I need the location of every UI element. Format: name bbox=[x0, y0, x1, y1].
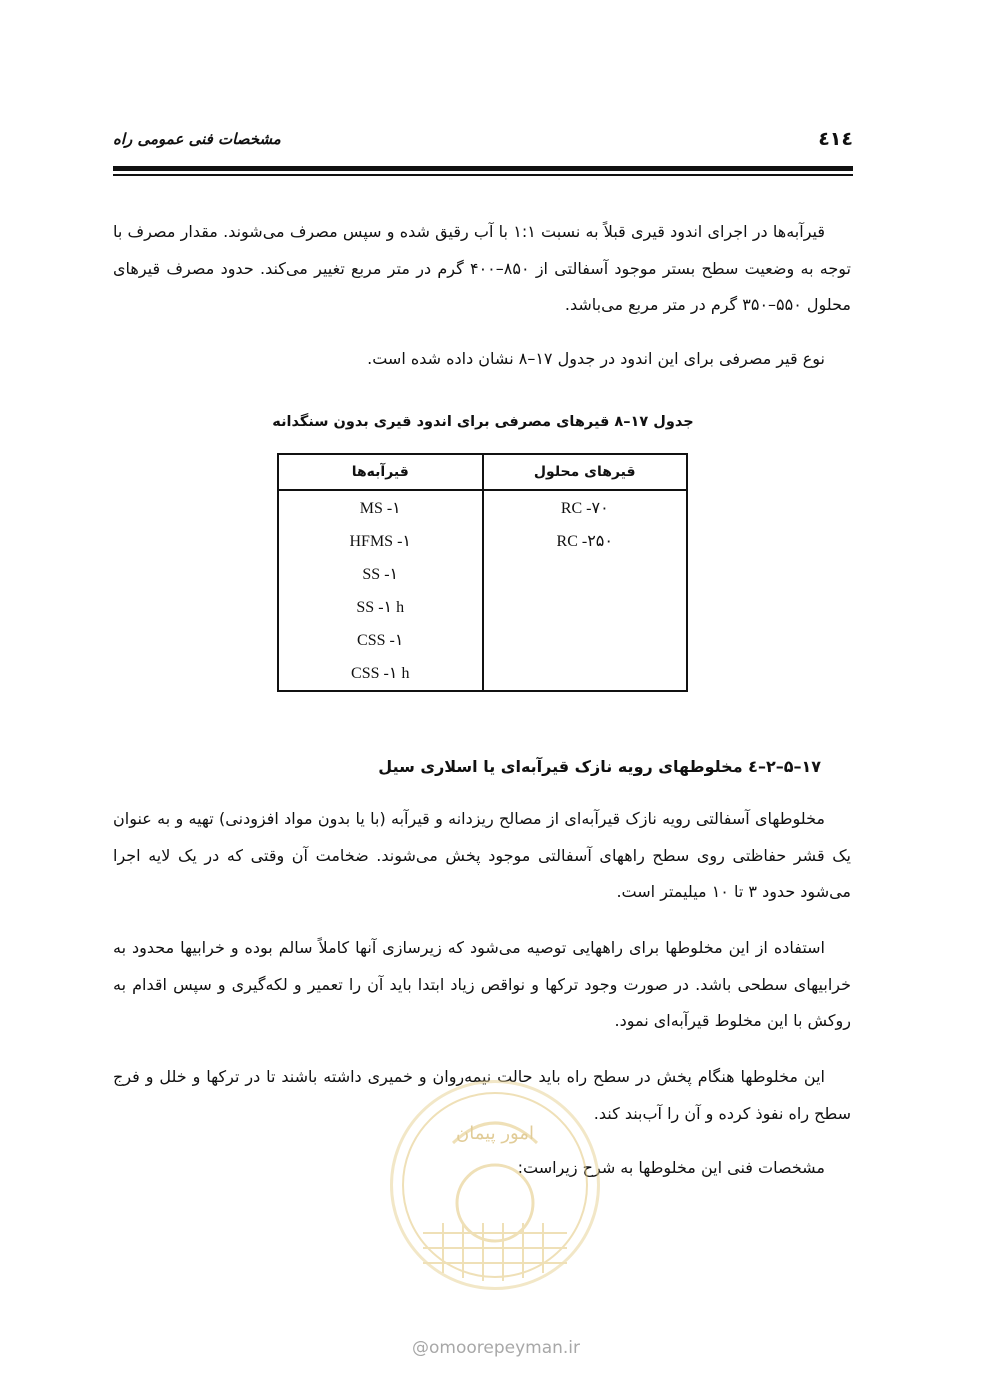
watermark-text: امور پیمان bbox=[456, 1123, 534, 1144]
table-cell: MS -۱ bbox=[359, 499, 401, 517]
table-cell bbox=[483, 657, 688, 691]
paragraph-table-reference: نوع قیر مصرفی برای این اندود در جدول ۱۷–۸ نشان داده شده است. bbox=[367, 349, 825, 368]
table-cell: SS -۱ h bbox=[356, 599, 405, 617]
table-cell: CSS -۱ h bbox=[351, 665, 410, 683]
table-cell bbox=[483, 557, 688, 590]
header-title: مشخصات فنی عمومی راه bbox=[113, 130, 281, 148]
paragraph-usage: استفاده از این مخلوطها برای راههایی توصیه می‌شود که زیرسازی آنها کاملاً سالم بوده و خرابیها محدود به خرابیهای سطحی باشد. در صورت وجود ترکها و نواقص زیاد ابتدا باید آن را تعمیر و لکه‌گیری و سپس اقدام به روکش با این مخلوط قیرآبه‌ای نمود. bbox=[113, 938, 851, 1030]
table-cell: CSS -۱ bbox=[357, 632, 404, 650]
table-row bbox=[278, 657, 687, 691]
table-row bbox=[278, 524, 687, 557]
table-cell: HFMS -۱ bbox=[349, 532, 411, 550]
table-caption: جدول ۱۷–۸ قیرهای مصرفی برای اندود قیری بدون سنگدانه bbox=[272, 414, 694, 430]
table-row bbox=[278, 490, 687, 524]
bitumen-table bbox=[277, 453, 688, 692]
table-cell: SS -۱ bbox=[362, 565, 399, 583]
header-rule-thick bbox=[113, 166, 853, 171]
column-header-cutback: قیرهای محلول bbox=[483, 454, 688, 490]
section-heading: ۱۷–۵–۲–٤ مخلوطهای رویه نازک قیرآبه‌ای یا اسلاری سیل bbox=[378, 757, 821, 776]
paragraph-specs-intro: مشخصات فنی این مخلوطها به شرح زیراست: bbox=[517, 1158, 825, 1177]
table-row bbox=[278, 590, 687, 623]
header-rule-thin bbox=[113, 174, 853, 176]
table-cell bbox=[483, 624, 688, 657]
watermark-seal-graphic bbox=[393, 1083, 597, 1287]
watermark-seal bbox=[390, 1080, 600, 1290]
site-footer: @omoorepeyman.ir bbox=[411, 1338, 581, 1358]
table-row bbox=[278, 557, 687, 590]
paragraph-definition: مخلوطهای آسفالتی رویه نازک قیرآبه‌ای از مصالح ریزدانه و قیرآبه (با یا بدون مواد افزودنی) تهیه و به عنوان یک قشر حفاظتی روی سطح راههای آسفالتی موجود پخش می‌شوند. ضخامت آن وقتی که در یک لایه اجرا می‌شود حدود ۳ تا ۱۰ میلیمتر است. bbox=[113, 809, 851, 901]
column-header-emulsion: قیرآبه‌ها bbox=[278, 454, 483, 490]
page-number: ٤١٤ bbox=[818, 128, 853, 150]
table-cell: RC -۲۵۰ bbox=[483, 524, 688, 557]
table-row bbox=[278, 624, 687, 657]
page-header bbox=[113, 128, 853, 160]
table-header-row bbox=[278, 454, 687, 490]
paragraph-consumption: قیرآبه‌ها در اجرای اندود قیری قبلاً به نسبت ۱:۱ با آب رقیق شده و سپس مصرف می‌شوند. مقدار مصرف با توجه به وضعیت سطح بستر موجود آسفالتی از ۸۵۰–۴۰۰ گرم در متر مربع تغییر می‌کند. حدود مصرف قیرهای محلول ۵۵۰–۳۵۰ گرم در متر مربع می‌باشد. bbox=[113, 222, 851, 314]
paragraph-application: این مخلوطها هنگام پخش در سطح راه باید حالت نیمه‌روان و خمیری داشته باشند تا در ترکها و خلل و فرج سطح راه نفوذ کرده و آن را آب‌بند کند. bbox=[113, 1067, 851, 1123]
table-cell: RC -۷۰ bbox=[483, 490, 688, 524]
table-cell bbox=[483, 590, 688, 623]
